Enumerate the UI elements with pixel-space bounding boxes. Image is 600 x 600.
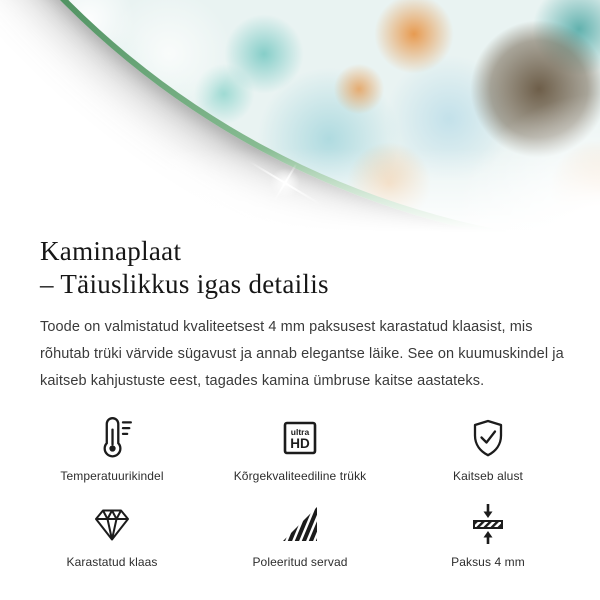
ultra-hd-icon <box>278 410 322 460</box>
shield-check-icon <box>466 410 510 460</box>
polished-edges-icon <box>278 496 322 546</box>
feature-temperature <box>18 410 206 483</box>
feature-polished-edges <box>206 496 394 569</box>
title-line-1: Kaminaplaat <box>40 236 182 266</box>
product-hero <box>0 0 600 232</box>
product-description-section <box>0 235 600 569</box>
marble-art-print <box>0 0 600 232</box>
feature-label: Paksus 4 mm <box>451 555 525 569</box>
feature-label: Karastatud klaas <box>66 555 158 569</box>
ultra-hd-icon-text-top: ultra <box>290 427 310 437</box>
glass-plate <box>0 0 600 232</box>
feature-grid <box>0 410 600 569</box>
page-title <box>40 235 560 301</box>
product-description: Toode on valmistatud kvaliteetsest 4 mm paksusest karastatud klaasist, mis rõhutab trüki värvide sügavust ja annab elegantse läike. See on kuumuskindel ja kaitseb kahjustuste eest, tagades kamina ümbruse kaitse aastateks. <box>40 319 564 389</box>
feature-protects-base <box>394 410 582 483</box>
thermometer-icon <box>89 410 135 460</box>
ultra-hd-icon-text-bottom: HD <box>290 436 310 451</box>
feature-label: Kõrgekvaliteediline trükk <box>233 469 367 483</box>
feature-label: Poleeritud servad <box>252 555 348 569</box>
diamond-icon <box>89 496 135 546</box>
feature-thickness <box>394 496 582 569</box>
feature-label: Kaitseb alust <box>452 469 523 483</box>
thickness-icon <box>466 496 510 546</box>
feature-tempered-glass <box>18 496 206 569</box>
feature-print-quality <box>206 410 394 483</box>
title-line-2: – Täiuslikkus igas detailis <box>40 269 329 299</box>
feature-label: Temperatuurikindel <box>60 469 164 483</box>
